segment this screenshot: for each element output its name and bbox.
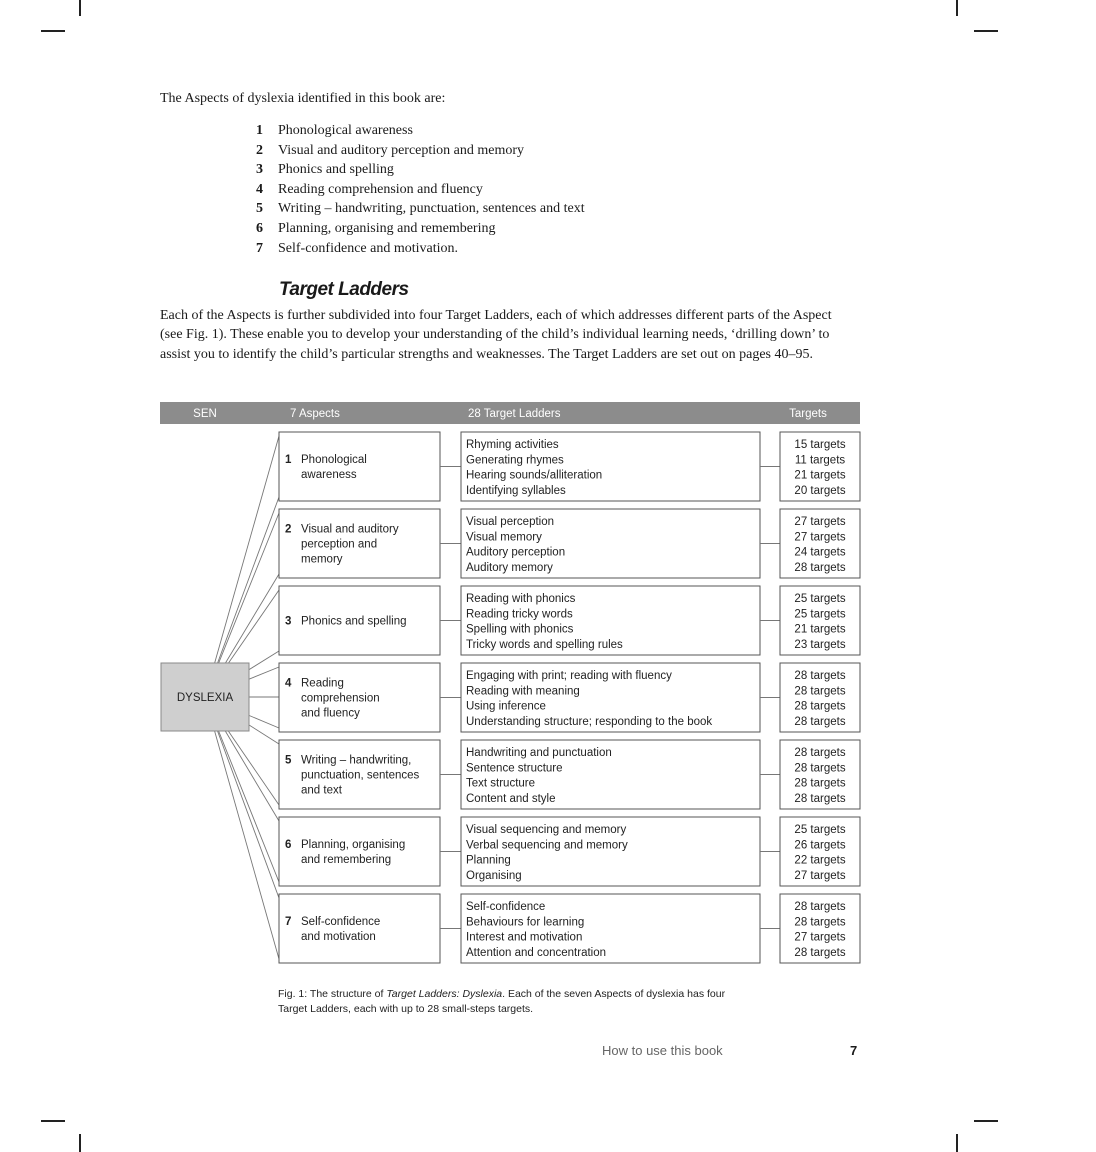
target-count: 22 targets xyxy=(794,854,846,867)
target-count: 28 targets xyxy=(794,685,846,698)
aspect-box xyxy=(279,894,440,963)
ladder-item: Text structure xyxy=(466,777,536,790)
list-number: 2 xyxy=(256,142,263,158)
target-count: 27 targets xyxy=(794,516,846,528)
list-number: 7 xyxy=(256,240,263,256)
ladder-item: Spelling with phonics xyxy=(466,623,574,636)
section-paragraph: Each of the Aspects is further subdivided into four Target Ladders, each of which addresses different parts of the Aspect (see Fig. 1). These enable you to develop your understanding of the child’s individual learning needs, ‘drilling down’ to assist you to identify the child’s particular strengths and weaknesses. The Target Ladders are set out on pages 40–95. xyxy=(160,308,832,362)
aspect-label: Writing – handwriting, xyxy=(301,754,412,767)
target-count: 20 targets xyxy=(794,484,846,497)
aspect-number: 5 xyxy=(285,754,292,767)
ladder-item: Tricky words and spelling rules xyxy=(466,638,623,651)
ladder-item: Verbal sequencing and memory xyxy=(466,839,628,852)
header-targets: Targets xyxy=(789,408,827,420)
target-count: 21 targets xyxy=(794,469,846,482)
section-heading: Target Ladders xyxy=(279,279,409,300)
aspect-label: Phonics and spelling xyxy=(301,615,407,628)
list-text: Writing – handwriting, punctuation, sentences and text xyxy=(278,201,585,217)
header-ladders: 28 Target Ladders xyxy=(468,408,561,420)
target-count: 23 targets xyxy=(794,638,846,651)
aspect-number: 1 xyxy=(285,454,292,466)
ladder-item: Reading with meaning xyxy=(466,685,580,698)
list-text: Self-confidence and motivation. xyxy=(278,240,458,256)
target-count: 28 targets xyxy=(794,700,846,713)
aspect-label: Reading xyxy=(301,677,344,690)
target-count: 27 targets xyxy=(794,531,846,544)
ladder-item: Behaviours for learning xyxy=(466,916,585,929)
ladder-item: Visual sequencing and memory xyxy=(466,824,627,836)
page-number: 7 xyxy=(850,1043,858,1058)
target-count: 24 targets xyxy=(794,546,846,559)
aspect-label: awareness xyxy=(301,469,357,481)
list-number: 1 xyxy=(256,123,263,138)
aspect-label: Phonological xyxy=(301,454,367,466)
caption-suffix: . Each of the seven Aspects of dyslexia has four Target Ladders, each with up to 28 small-steps targets. xyxy=(278,988,726,1015)
running-footer: How to use this book xyxy=(602,1043,723,1058)
target-count: 28 targets xyxy=(794,901,846,913)
aspect-label: and fluency xyxy=(301,707,360,720)
ladder-item: Generating rhymes xyxy=(466,454,564,467)
target-count: 25 targets xyxy=(794,608,846,621)
ladder-item: Using inference xyxy=(466,700,546,713)
aspect-label: and remembering xyxy=(301,854,392,866)
ladder-item: Reading tricky words xyxy=(466,608,573,621)
intro-text: The Aspects of dyslexia identified in this book are: xyxy=(160,91,446,106)
list-text: Reading comprehension and fluency xyxy=(278,181,483,197)
ladder-item: Content and style xyxy=(466,792,556,805)
aspect-label: Self-confidence xyxy=(301,916,381,928)
target-count: 21 targets xyxy=(794,623,846,636)
aspect-label: perception and xyxy=(301,538,378,551)
ladder-item: Attention and concentration xyxy=(466,946,607,959)
ladder-item: Visual memory xyxy=(466,531,542,544)
list-text: Phonics and spelling xyxy=(278,162,394,178)
ladder-item: Planning xyxy=(466,854,511,867)
ladder-item: Auditory perception xyxy=(466,546,566,559)
target-count: 27 targets xyxy=(794,931,846,944)
aspect-label: Visual and auditory xyxy=(301,523,399,536)
aspect-label: comprehension xyxy=(301,692,380,705)
aspect-label: punctuation, sentences xyxy=(301,769,420,782)
header-sen: SEN xyxy=(193,408,217,420)
aspect-label: and motivation xyxy=(301,931,376,943)
aspect-number: 6 xyxy=(285,839,292,851)
ladder-item: Hearing sounds/alliteration xyxy=(466,469,603,482)
list-text: Planning, organising and remembering xyxy=(278,220,496,236)
list-text: Visual and auditory perception and memory xyxy=(278,142,525,158)
ladder-item: Interest and motivation xyxy=(466,931,583,944)
root-label: DYSLEXIA xyxy=(176,692,234,704)
ladder-item: Auditory memory xyxy=(466,561,553,574)
list-number: 5 xyxy=(256,201,263,217)
target-count: 15 targets xyxy=(794,439,846,451)
target-count: 28 targets xyxy=(794,777,846,790)
list-number: 3 xyxy=(256,162,263,178)
target-count: 27 targets xyxy=(794,869,846,882)
aspect-label: and text xyxy=(301,784,342,797)
target-count: 26 targets xyxy=(794,839,846,852)
target-count: 28 targets xyxy=(794,747,846,759)
list-number: 6 xyxy=(256,220,263,236)
figure-caption xyxy=(278,987,728,1017)
target-count: 28 targets xyxy=(794,670,846,682)
ladder-item: Engaging with print; reading with fluency xyxy=(466,670,672,682)
aspect-number: 2 xyxy=(285,523,292,536)
aspect-box xyxy=(279,432,440,501)
target-count: 28 targets xyxy=(794,792,846,805)
aspect-number: 4 xyxy=(285,677,292,690)
aspect-box xyxy=(279,817,440,886)
list-text: Phonological awareness xyxy=(278,123,413,138)
target-count: 28 targets xyxy=(794,762,846,775)
target-count: 28 targets xyxy=(794,916,846,929)
header-aspects: 7 Aspects xyxy=(290,408,340,420)
ladder-item: Visual perception xyxy=(466,516,555,528)
target-count: 28 targets xyxy=(794,715,846,728)
aspect-label: Planning, organising xyxy=(301,839,406,851)
ladder-item: Self-confidence xyxy=(466,901,546,913)
ladder-item: Sentence structure xyxy=(466,762,563,775)
aspect-number: 7 xyxy=(285,916,292,928)
list-number: 4 xyxy=(256,181,263,197)
target-count: 25 targets xyxy=(794,593,846,605)
target-count: 28 targets xyxy=(794,561,846,574)
ladder-item: Identifying syllables xyxy=(466,484,566,497)
caption-title: Target Ladders: Dyslexia xyxy=(386,988,503,1000)
caption-prefix: Fig. 1: The structure of xyxy=(278,988,387,1000)
ladder-item: Rhyming activities xyxy=(466,439,559,451)
aspect-number: 3 xyxy=(285,615,292,628)
ladder-item: Organising xyxy=(466,869,522,882)
ladder-item: Reading with phonics xyxy=(466,593,576,605)
target-count: 25 targets xyxy=(794,824,846,836)
root-connector xyxy=(205,697,279,959)
target-count: 11 targets xyxy=(794,454,846,467)
target-count: 28 targets xyxy=(794,946,846,959)
aspect-label: memory xyxy=(301,553,343,566)
ladder-item: Handwriting and punctuation xyxy=(466,747,612,759)
ladder-item: Understanding structure; responding to the book xyxy=(466,715,713,728)
